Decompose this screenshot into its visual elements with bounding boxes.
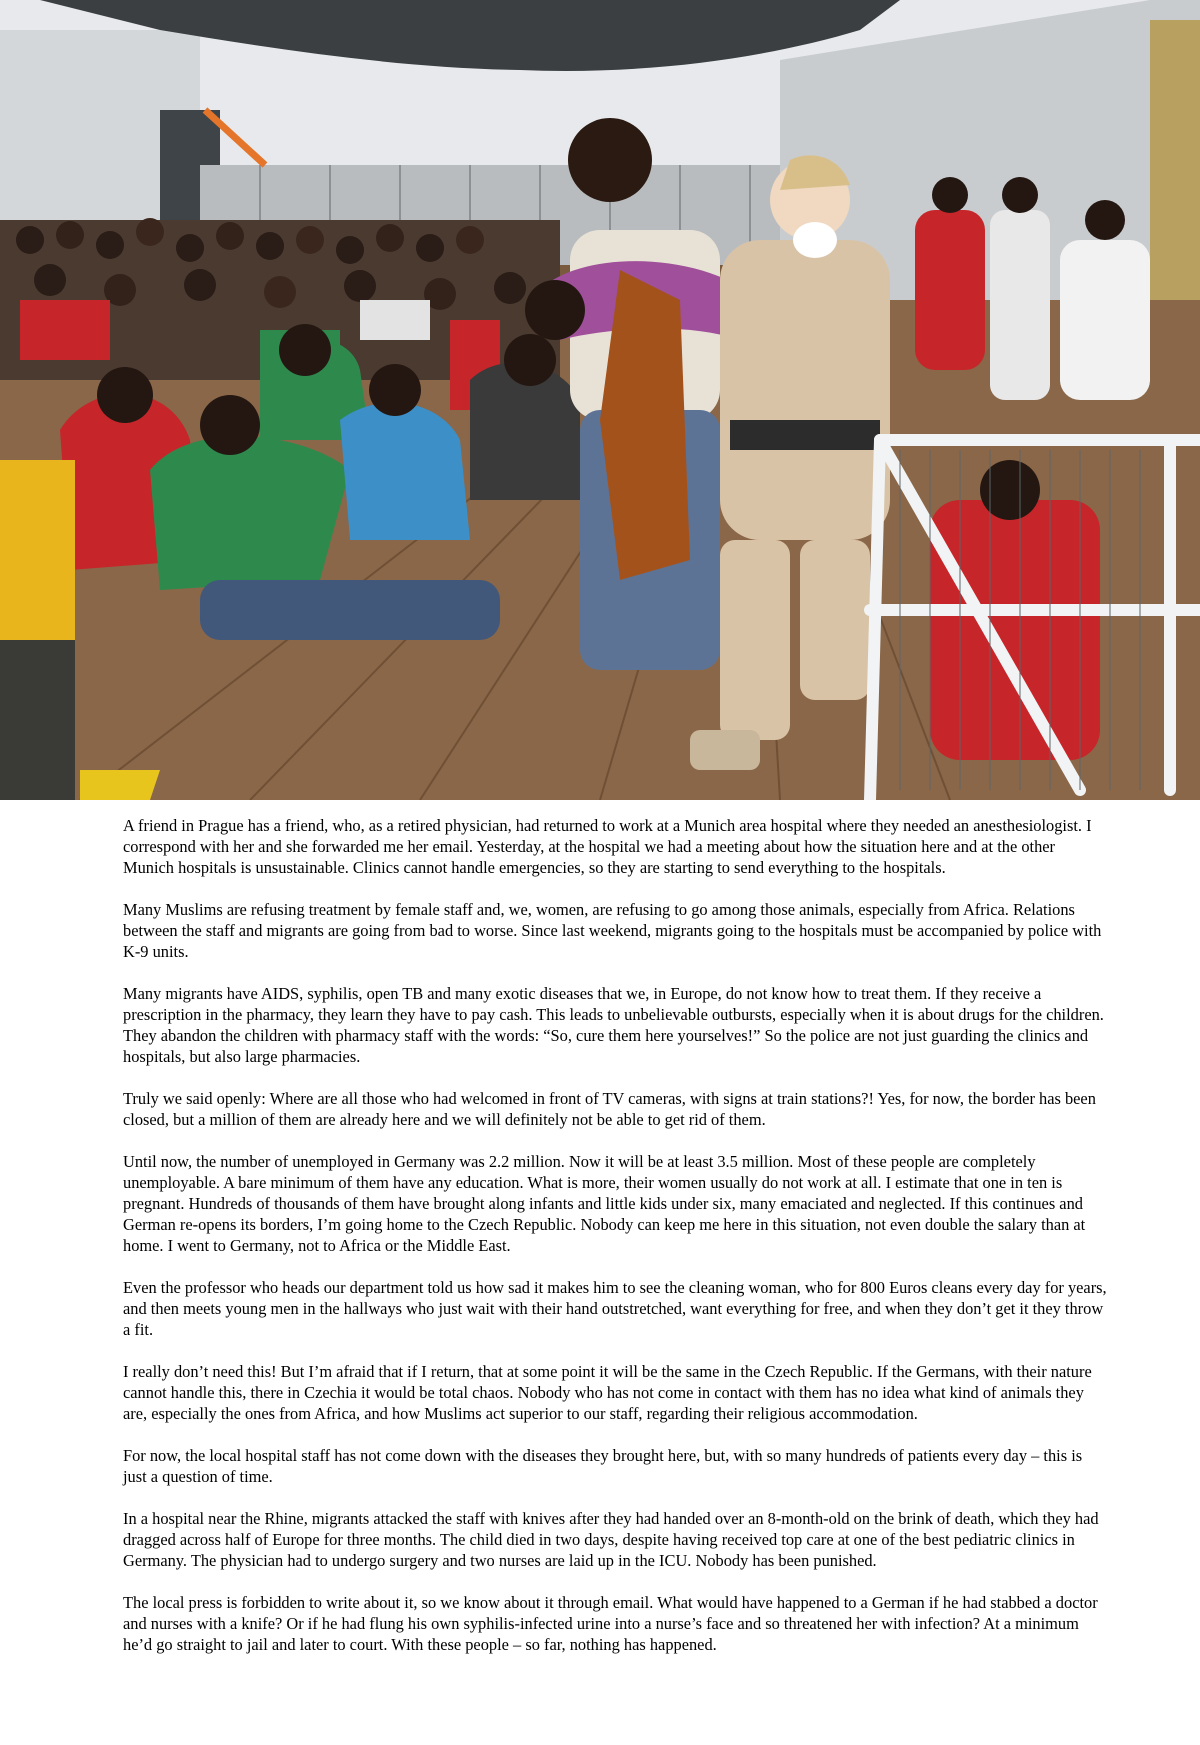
paragraph-5: Until now, the number of unemployed in Germany was 2.2 million. Now it will be at least 3.5 million. Most of these people are completely unemployable. A bare minimum of them have any education. What is more, their women usually do not work at all. I estimate that one in ten is pregnant. Hundreds of thousands of them have brought along infants and little kids under six, many emaciated and neglected. If this continues and German re-opens its borders, I’m going home to the Czech Republic. Nobody can keep me here in this situation, not even double the salary than at home. I went to Germany, not to Africa or the Middle East. <box>123 1152 1086 1255</box>
worker-suit-torso <box>720 240 890 540</box>
red-blanket-pile <box>930 500 1100 760</box>
paragraph-9: In a hospital near the Rhine, migrants attacked the staff with knives after they had handed over an 8-month-old on the brink of death, which they had dragged across half of Europe for three months. The child died in two days, despite having received top care at one of the best pediatric clinics in Germany. The physician had to undergo surgery and two nurses are laid up in the ICU. Nobody has been punished. <box>123 1509 1099 1570</box>
paragraph-4: Truly we said openly: Where are all those who had welcomed in front of TV cameras, with signs at train stations?! Yes, for now, the border has been closed, but a million of them are already here and we will definitely not be able to get rid of them. <box>123 1089 1096 1129</box>
green-blanket <box>150 436 350 590</box>
worker-leg-left <box>720 540 790 740</box>
paragraph-8: For now, the local hospital staff has not come down with the diseases they brought here, but, with so many hundreds of patients every day – this is just a question of time. <box>123 1446 1083 1486</box>
paragraph-7: I really don’t need this! But I’m afraid that if I return, that at some point it will be the same in the Czech Republic. If the Germans, with their nature cannot handle this, there in Czechia it would be total chaos. Nobody who has not come in contact with them has no idea what kind of animals they are, especially the ones from Africa, and how Muslims act superior to our staff, regarding their religious accommodation. <box>123 1362 1092 1423</box>
blue-shirt-man-head <box>369 364 421 416</box>
article-body <box>123 815 1108 1676</box>
standing-man-head <box>568 118 652 202</box>
person-behind-railing <box>980 460 1040 520</box>
deck-marker <box>80 770 160 800</box>
paragraph-1: A friend in Prague has a friend, who, as a retired physician, had returned to work at a Munich area hospital where they needed an anesthesiologist. I correspond with her and she forwarded me her email. Yesterday, at the hospital we had a meeting about how the situation here and at the other Munich hospitals is unsustainable. Clinics cannot handle emergencies, so they are starting to send everything to the hospitals. <box>123 816 1092 877</box>
paragraph-3: Many migrants have AIDS, syphilis, open TB and many exotic diseases that we, in Europe, do not know how to treat them. If they receive a prescription in the pharmacy, they learn they have to pay cash. This leads to unbelievable outbursts, especially when it is about drugs for the children. They abandon the children with pharmacy staff with the words: “So, cure them here yourselves!” So the police are not just guarding the clinics and hospitals, but also large pharmacies. <box>123 984 1104 1066</box>
paragraph-6: Even the professor who heads our department told us how sad it makes him to see the cleaning woman, who for 800 Euros cleans every day for years, and then meets young men in the hallways who just wait with their hand outstretched, want everything for free, and when they don’t get it they throw a fit. <box>123 1278 1107 1339</box>
yellow-barrel <box>0 460 75 640</box>
worker-belt <box>730 420 880 450</box>
worker-leg-right <box>800 540 870 700</box>
rescue-ship-photo <box>0 0 1200 800</box>
respirator-mask <box>793 222 837 258</box>
photo-illustration <box>0 0 1200 800</box>
second-man-head <box>279 324 331 376</box>
barrel-base <box>0 640 75 800</box>
paragraph-10: The local press is forbidden to write about it, so we know about it through email. What would have happened to a German if he had stabbed a doctor and nurses with a knife? Or if he had flung his own syphilis-infected urine into a nurse’s face and so threatened her with infection? At a minimum he’d go straight to jail and later to court. With these people – so far, nothing has happened. <box>123 1593 1098 1654</box>
paragraph-2: Many Muslims are refusing treatment by female staff and, we, women, are refusing to go among those animals, especially from Africa. Relations between the staff and migrants are going from bad to worse. Since last weekend, migrants going to the hospitals must be accompanied by police with K-9 units. <box>123 900 1102 961</box>
green-blanket-man-head <box>200 395 260 455</box>
background-standing-people <box>915 177 1150 400</box>
dark-shirt-man-head <box>504 334 556 386</box>
child-head <box>525 280 585 340</box>
jeans-legs <box>200 580 500 640</box>
seated-man-head <box>97 367 153 423</box>
worker-boot <box>690 730 760 770</box>
